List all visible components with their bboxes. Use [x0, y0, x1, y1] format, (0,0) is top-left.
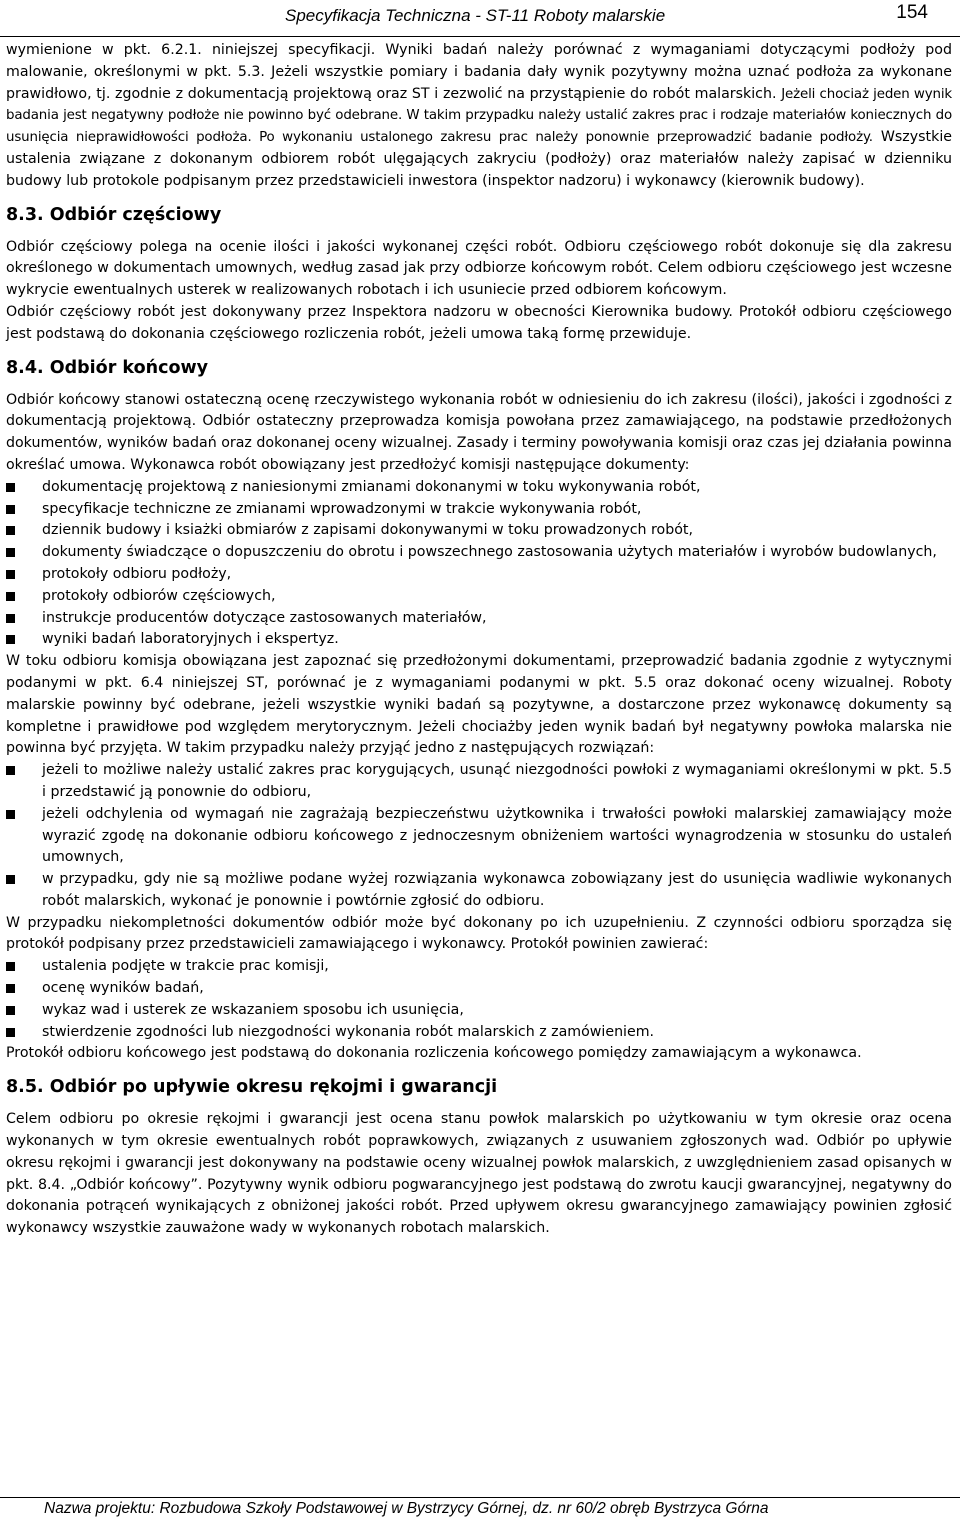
protocol-contents-list — [6, 956, 952, 1043]
list-item-text: wyniki badań laboratoryjnych i ekspertyz. — [42, 631, 339, 648]
list-item — [6, 804, 952, 869]
list-item-text: specyfikacje techniczne ze zmianami wprowadzonymi w trakcie wykonywania robót, — [42, 500, 642, 517]
list-item — [6, 869, 952, 913]
project-name: Nazwa projektu: Rozbudowa Szkoły Podstawowej w Bystrzycy Górnej, dz. nr 60/2 obręb Bystrzyca Górna — [44, 1500, 769, 1517]
section-heading-8-4: 8.4. Odbiór końcowy — [6, 357, 209, 378]
list-item — [6, 629, 952, 651]
square-bullet-icon — [6, 505, 15, 514]
list-item — [6, 608, 952, 630]
list-item-text: stwierdzenie zgodności lub niezgodności wykonania robót malarskich z zamówieniem. — [42, 1023, 655, 1040]
section-8-3-paragraph-1: Odbiór częściowy polega na ocenie ilości i jakości wykonanej części robót. Odbioru częściowego robót dokonuje się dla zakresu określonego w dokumentach umownych, według zasad jak przy odbiorze końcowym robót. Celem odbioru częściowego jest wczesne wykrycie ewentualnych usterek w realizowanych robotach i ich usuniecie przed odbiorem końcowym. — [6, 238, 952, 299]
document-title: Specyfikacja Techniczna - ST-11 Roboty malarskie — [285, 6, 666, 25]
list-item — [6, 542, 952, 564]
list-item-text: ocenę wyników badań, — [42, 980, 204, 997]
page-content — [6, 40, 952, 1240]
square-bullet-icon — [6, 962, 15, 971]
section-8-4-paragraph-1: Odbiór końcowy stanowi ostateczną ocenę rzeczywistego wykonania robót w odniesieniu do ich zakresu (ilości), jakości i zgodności z dokumentacją projektową. Odbiór ostateczny przeprowadza komisja powołana przez zamawiającego, na podstawie przedłożonych dokumentów, wyników badań oraz dokonanej oceny wizualnej. Zasady i terminy powoływania komisji oraz czas jej działania powinna określać umowa. Wykonawca robót obowiązany jest przedłożyć komisji następujące dokumenty: — [6, 391, 952, 473]
intro-text-3: Wszystkie ustalenia związane z dokonanym odbiorem robót ulęgających zakryciu (podłoży) oraz materiałów należy zapisać w dzienniku budowy lub protokole podpisanym przez przedstawicieli inwestora (inspektor nadzoru) i wykonawcy (kierownik budowy). — [6, 129, 952, 189]
square-bullet-icon — [6, 592, 15, 601]
square-bullet-icon — [6, 526, 15, 535]
section-8-4-paragraph-2: W toku odbioru komisja obowiązana jest zapoznać się przedłożonymi dokumentami, przeprowadzić badania zgodnie z wytycznymi podanymi w pkt. 6.4 niniejszej ST, porównać je z wymaganiami podanymi w pkt. 5.5 oraz dokonać oceny wizualnej. Roboty malarskie powinny być odebrane, jeżeli wszystkie wyniki badań są pozytywne, a dostarczone przez wykonawcę dokumenty są kompletne i prawidłowe pod względem merytorycznym. Jeżeli chociażby jeden wynik badań był negatywny powłoka malarska nie powinna być przyjęta. W takim przypadku należy przyjąć jedno z następujących rozwiązań: — [6, 653, 952, 757]
list-item-text: ustalenia podjęte w trakcie prac komisji, — [42, 958, 329, 975]
square-bullet-icon — [6, 635, 15, 644]
square-bullet-icon — [6, 570, 15, 579]
solutions-list — [6, 760, 952, 913]
intro-text-1: wymienione w pkt. 6.2.1. niniejszej specyfikacji. Wyniki badań należy porównać z wymaganiami dotyczącymi podłoży pod malowanie, określonymi w pkt. 5.3. Jeżeli wszystkie pomiary i badania dały wynik pozytywny można uznać podłoża za wykonane prawidłowo, tj. zgodnie z dokumentacją projektową oraz ST i zezwolić na przystąpienie do robót malarskich. — [6, 42, 952, 102]
list-item — [6, 760, 952, 804]
list-item-text: dokumentację projektową z naniesionymi zmianami dokonanymi w toku wykonywania robót, — [42, 478, 701, 495]
list-item — [6, 477, 952, 499]
page-header — [0, 0, 960, 37]
list-item-text: protokoły odbiorów częściowych, — [42, 587, 276, 604]
section-heading-8-3: 8.3. Odbiór częściowy — [6, 204, 222, 225]
list-item — [6, 956, 952, 978]
square-bullet-icon — [6, 875, 15, 884]
square-bullet-icon — [6, 1028, 15, 1037]
list-item-text: jeżeli odchylenia od wymagań nie zagrażają bezpieczeństwu użytkownika i trwałości powłoki malarskiej zamawiający może wyrazić zgodę na dokonanie odbioru końcowego z jednoczesnym obniżeniem wartości wynagrodzenia w stosunku do ustaleń umownych, — [42, 805, 952, 866]
section-8-4-paragraph-4: Protokół odbioru końcowego jest podstawą do dokonania rozliczenia końcowego pomiędzy zamawiającym a wykonawca. — [6, 1045, 862, 1062]
square-bullet-icon — [6, 548, 15, 557]
list-item-text: jeżeli to możliwe należy ustalić zakres prac korygujących, usunąć niezgodności powłoki z wymaganiami określonymi w pkt. 5.5 i przedstawić ją ponownie do odbioru, — [42, 762, 952, 800]
list-item — [6, 586, 952, 608]
list-item-text: dokumenty świadczące o dopuszczeniu do obrotu i powszechnego zastosowania użytych materiałów i wyrobów budowlanych, — [42, 544, 937, 561]
list-item-text: w przypadku, gdy nie są możliwe podane wyżej rozwiązania wykonawca zobowiązany jest do usunięcia wadliwie wykonanych robót malarskich, wykonać je ponownie i powtórnie zgłosić do odbioru. — [42, 871, 952, 909]
list-item — [6, 520, 952, 542]
page-number: 154 — [896, 2, 928, 23]
section-8-3-paragraph-2: Odbiór częściowy robót jest dokonywany przez Inspektora nadzoru w obecności Kierownika budowy. Protokół odbioru częściowego jest podstawą do dokonania częściowego rozliczenia robót, jeżeli umowa taką formę przewiduje. — [6, 303, 952, 342]
square-bullet-icon — [6, 766, 15, 775]
intro-text-2: Jeżeli chociaż jeden wynik badania jest negatywny podłoże nie powinno być odebrane. W takim przypadku należy ustalić zakres prac i rodzaje materiałów koniecznych do usunięcia nieprawidłowości podłoża. Po wykonaniu ustalonego zakresu prac należy ponownie przeprowadzić badanie podłoży. — [6, 86, 953, 146]
documents-list — [6, 477, 952, 651]
intro-paragraph — [6, 40, 952, 193]
square-bullet-icon — [6, 483, 15, 492]
list-item-text: wykaz wad i usterek ze wskazaniem sposobu ich usunięcia, — [42, 1001, 464, 1018]
list-item — [6, 564, 952, 586]
list-item — [6, 499, 952, 521]
square-bullet-icon — [6, 810, 15, 819]
list-item — [6, 1022, 952, 1044]
section-8-5-paragraph-1: Celem odbioru po okresie rękojmi i gwarancji jest ocena stanu powłok malarskich po użytkowaniu w tym okresie oraz ocena wykonanych w tym okresie ewentualnych robót poprawkowych, związanych z usuwaniem zgłoszonych wad. Odbiór po upływie okresu rękojmi i gwarancji jest dokonywany na podstawie oceny wizualnej powłok malarskich, z uwzględnieniem zasad opisanych w pkt. 8.4. „Odbiór końcowy”. Pozytywny wynik odbioru pogwarancyjnego jest podstawą do zwrotu kaucji gwarancyjnej, negatywny do dokonania potrąceń wynikających z obniżonej jakości robót. Przed upływem okresu gwarancyjnego zamawiający powinien zgłosić wykonawcy wszystkie zauważone wady w wykonanych robotach malarskich. — [6, 1111, 952, 1237]
list-item-text: instrukcje producentów dotyczące zastosowanych materiałów, — [42, 609, 487, 626]
section-heading-8-5: 8.5. Odbiór po upływie okresu rękojmi i gwarancji — [6, 1077, 498, 1098]
list-item — [6, 978, 952, 1000]
section-8-4-paragraph-3: W przypadku niekompletności dokumentów odbiór może być dokonany po ich uzupełnieniu. Z czynności odbioru sporządza się protokół podpisany przez przedstawicieli zamawiającego i wykonawcy. Protokół powinien zawierać: — [6, 914, 952, 953]
square-bullet-icon — [6, 984, 15, 993]
list-item-text: dziennik budowy i ksiażki obmiarów z zapisami dokonywanymi w toku prowadzonych robót, — [42, 522, 693, 539]
list-item-text: protokoły odbioru podłoży, — [42, 565, 232, 582]
square-bullet-icon — [6, 614, 15, 623]
page-footer — [0, 1497, 960, 1522]
list-item — [6, 1000, 952, 1022]
square-bullet-icon — [6, 1006, 15, 1015]
